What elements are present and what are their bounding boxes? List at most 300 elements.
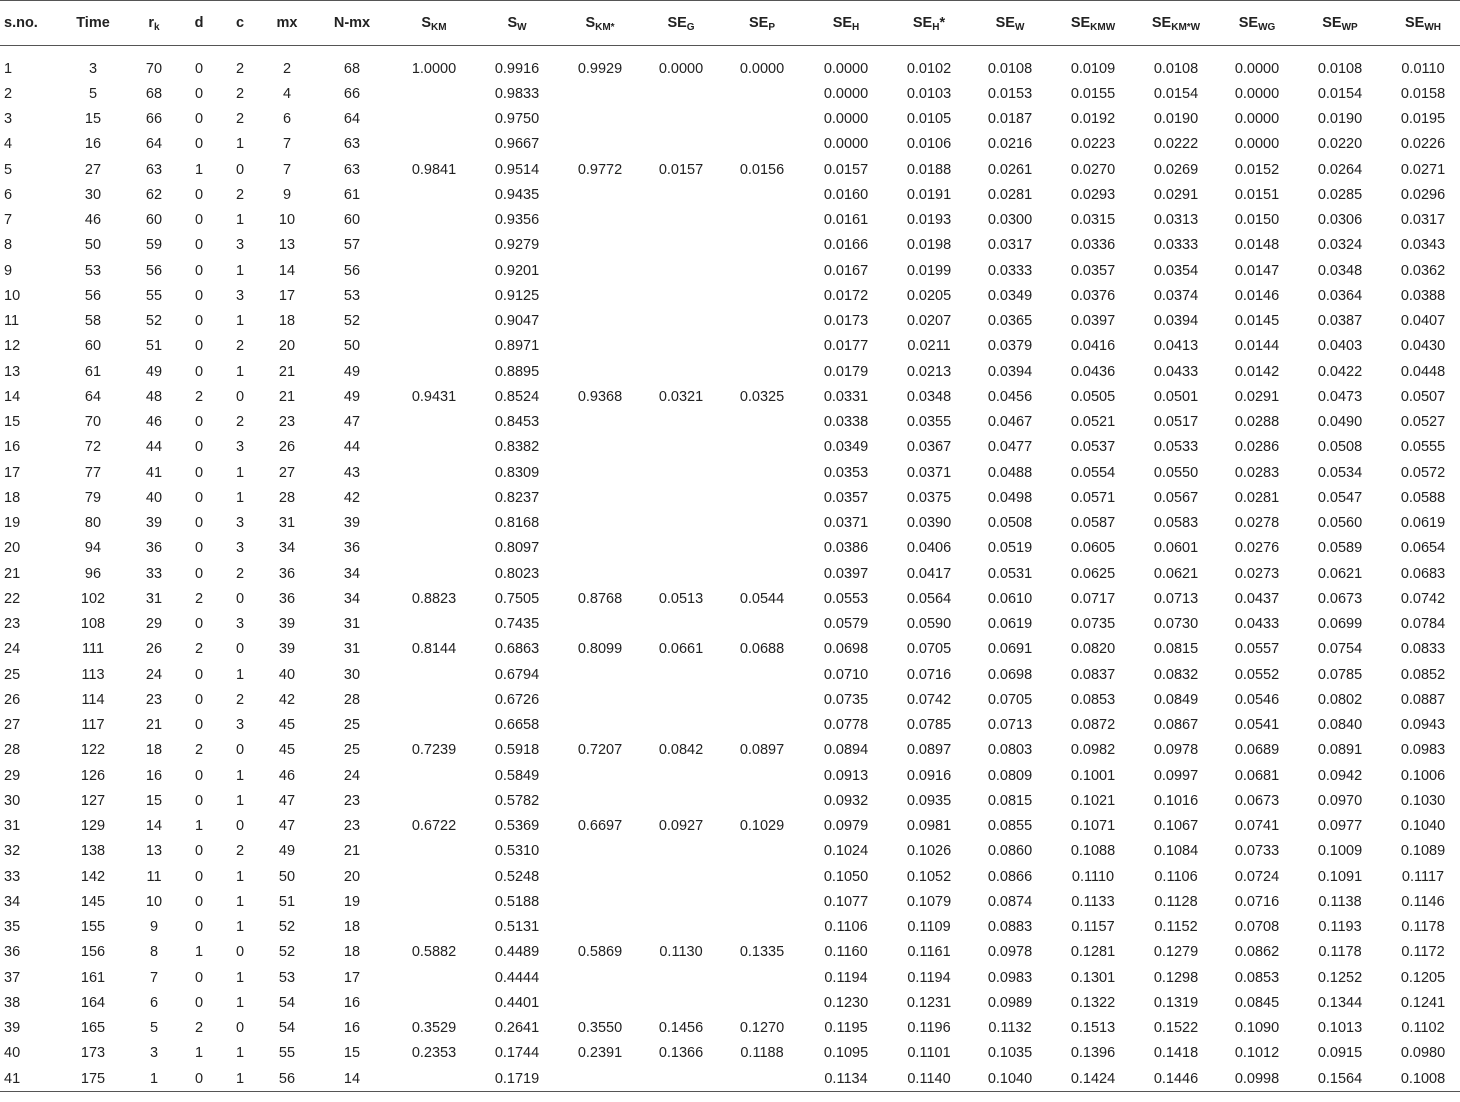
- table-cell: 3: [235, 616, 245, 633]
- header-subscript: W: [1014, 22, 1025, 33]
- table-cell: 0.1016: [1153, 792, 1199, 809]
- table-cell: 0.0820: [1070, 641, 1116, 658]
- table-cell: 52: [145, 313, 163, 330]
- table-cell: [720, 410, 804, 435]
- table-cell: [392, 81, 476, 106]
- table-cell: [642, 561, 720, 586]
- table-cell: 2: [235, 186, 245, 203]
- table-cell: 0.1322: [1070, 994, 1116, 1011]
- header-subscript: KM: [431, 22, 447, 33]
- table-cell: 13: [278, 237, 296, 254]
- table-cell: 2: [4, 85, 13, 102]
- table-cell: 37: [4, 969, 21, 986]
- table-cell: 0.0533: [1153, 439, 1199, 456]
- table-cell: 29: [4, 767, 21, 784]
- table-cell: [720, 915, 804, 940]
- table-cell: 0.5131: [494, 919, 540, 936]
- table-cell: [720, 1066, 804, 1092]
- table-cell: 0.0000: [1234, 85, 1280, 102]
- table-cell: 0: [194, 792, 204, 809]
- table-cell: [558, 915, 642, 940]
- table-cell: 9: [282, 186, 292, 203]
- table-cell: 0.1230: [823, 994, 869, 1011]
- table-cell: 0.9833: [494, 85, 540, 102]
- table-cell: 0.0313: [1153, 212, 1199, 229]
- table-cell: 39: [343, 515, 361, 532]
- table-cell: 0.0108: [1317, 60, 1363, 77]
- table-cell: 0.0590: [906, 616, 952, 633]
- table-row: [0, 359, 1460, 384]
- table-cell: 34: [343, 590, 361, 607]
- table-cell: 0.0897: [739, 742, 785, 759]
- table-cell: 0.0588: [1400, 489, 1446, 506]
- table-row: [0, 586, 1460, 611]
- table-cell: 0.0508: [1317, 439, 1363, 456]
- table-cell: 0.0978: [1153, 742, 1199, 759]
- table-cell: 49: [343, 363, 361, 380]
- table-cell: [720, 258, 804, 283]
- table-cell: [392, 713, 476, 738]
- table-cell: 7: [149, 969, 159, 986]
- table-cell: 64: [343, 111, 361, 128]
- table-cell: 0.0291: [1234, 388, 1280, 405]
- table-cell: 3: [235, 717, 245, 734]
- table-cell: 25: [343, 717, 361, 734]
- header-label: c: [235, 15, 245, 31]
- column-header: [1382, 1, 1460, 46]
- table-cell: 0.1456: [658, 1020, 704, 1037]
- table-cell: 40: [278, 666, 296, 683]
- table-row: [0, 157, 1460, 182]
- table-cell: [392, 359, 476, 384]
- table-cell: 0.0108: [1153, 60, 1199, 77]
- table-cell: 0.0261: [987, 161, 1033, 178]
- table-cell: 0.0293: [1070, 186, 1116, 203]
- table-cell: 0.0619: [987, 616, 1033, 633]
- table-cell: 0.0394: [987, 363, 1033, 380]
- table-cell: [720, 965, 804, 990]
- column-header: [128, 1, 180, 46]
- table-cell: [558, 132, 642, 157]
- table-cell: [642, 410, 720, 435]
- table-cell: 0.0000: [823, 111, 869, 128]
- table-cell: 46: [84, 212, 102, 229]
- table-cell: 0.0147: [1234, 262, 1280, 279]
- table-cell: [558, 536, 642, 561]
- table-cell: [392, 561, 476, 586]
- table-cell: [558, 965, 642, 990]
- table-cell: 0.0179: [823, 363, 869, 380]
- table-cell: [642, 536, 720, 561]
- table-cell: 0.0357: [823, 489, 869, 506]
- table-cell: 96: [84, 565, 102, 582]
- table-cell: 0.0942: [1317, 767, 1363, 784]
- table-cell: 0.9841: [411, 161, 457, 178]
- table-cell: 0.0673: [1317, 590, 1363, 607]
- table-cell: 0.0283: [1234, 464, 1280, 481]
- table-cell: 2: [235, 843, 245, 860]
- table-cell: 5: [88, 85, 98, 102]
- table-cell: 0.1095: [823, 1045, 869, 1062]
- table-cell: 0.1071: [1070, 818, 1116, 835]
- table-cell: 1: [235, 363, 245, 380]
- table-cell: 0.1132: [988, 1020, 1032, 1037]
- table-cell: 0.0716: [1234, 893, 1280, 910]
- table-row: [0, 258, 1460, 283]
- table-cell: 0: [194, 464, 204, 481]
- table-cell: 0.0190: [1317, 111, 1363, 128]
- table-cell: 0.5188: [494, 893, 540, 910]
- table-cell: 68: [343, 60, 361, 77]
- table-cell: 127: [80, 792, 106, 809]
- table-cell: 0.0416: [1070, 338, 1116, 355]
- header-label: S: [507, 15, 518, 31]
- column-header: [804, 1, 888, 46]
- table-cell: 0.0264: [1317, 161, 1363, 178]
- table-cell: 0.0336: [1070, 237, 1116, 254]
- table-cell: 0.0488: [987, 464, 1033, 481]
- table-cell: 0.1012: [1234, 1045, 1280, 1062]
- header-label: N-mx: [333, 15, 371, 31]
- table-cell: 0.0403: [1317, 338, 1363, 355]
- column-header: [1216, 1, 1298, 46]
- table-row: [0, 1041, 1460, 1066]
- table-cell: 0: [235, 641, 245, 658]
- table-cell: 0.0730: [1153, 616, 1199, 633]
- table-cell: 0.0374: [1153, 287, 1199, 304]
- table-cell: 0.0281: [1234, 489, 1280, 506]
- table-cell: 0: [235, 161, 245, 178]
- table-cell: [642, 485, 720, 510]
- header-suffix: *: [939, 15, 946, 31]
- table-cell: 0.0354: [1153, 262, 1199, 279]
- table-cell: [558, 485, 642, 510]
- table-cell: [642, 687, 720, 712]
- table-cell: 0.1040: [970, 1066, 1050, 1092]
- table-cell: 0.0887: [1400, 691, 1446, 708]
- table-cell: 0.1101: [907, 1045, 951, 1062]
- header-label: SE: [1238, 15, 1259, 31]
- table-cell: 13: [145, 843, 163, 860]
- table-cell: 1: [194, 1045, 204, 1062]
- table-cell: 0.0387: [1317, 313, 1363, 330]
- table-cell: [558, 107, 642, 132]
- table-cell: 79: [84, 489, 102, 506]
- table-cell: 30: [4, 792, 21, 809]
- table-cell: 46: [145, 414, 163, 431]
- table-cell: 12: [4, 338, 21, 355]
- table-cell: 0.0710: [823, 666, 869, 683]
- table-cell: 0.0417: [906, 565, 952, 582]
- table-cell: 0: [194, 489, 204, 506]
- table-cell: 0.0621: [1317, 565, 1363, 582]
- table-cell: 9: [4, 262, 13, 279]
- table-cell: 1: [194, 818, 204, 835]
- table-cell: 145: [80, 893, 106, 910]
- table-cell: 0.0840: [1317, 717, 1363, 734]
- table-cell: 0.1106: [824, 919, 868, 936]
- table-cell: 0.1006: [1400, 767, 1446, 784]
- table-cell: 0.1194: [824, 969, 868, 986]
- table-cell: 0.1009: [1317, 843, 1363, 860]
- table-cell: 0.2391: [577, 1045, 623, 1062]
- table-cell: 0.0000: [1234, 60, 1280, 77]
- table-cell: 0.0338: [823, 414, 869, 431]
- table-cell: 54: [278, 994, 296, 1011]
- table-cell: 0.3529: [411, 1020, 457, 1037]
- table-cell: 0.0717: [1070, 590, 1116, 607]
- table-cell: 0.0477: [987, 439, 1033, 456]
- table-cell: 0.0333: [1153, 237, 1199, 254]
- header-subscript: WG: [1258, 22, 1276, 33]
- table-cell: 0.8237: [494, 489, 540, 506]
- table-cell: 0: [194, 313, 204, 330]
- table-cell: 0.0735: [823, 691, 869, 708]
- table-row: [0, 435, 1460, 460]
- table-cell: 0.0286: [1234, 439, 1280, 456]
- table-cell: [558, 889, 642, 914]
- table-cell: 0.1152: [1154, 919, 1198, 936]
- table-cell: [558, 283, 642, 308]
- table-cell: 0.0379: [987, 338, 1033, 355]
- table-cell: 0: [194, 717, 204, 734]
- table-cell: 126: [80, 767, 106, 784]
- table-row: [0, 511, 1460, 536]
- table-cell: 1: [235, 136, 245, 153]
- table-cell: [720, 485, 804, 510]
- table-cell: 0.1091: [1317, 868, 1363, 885]
- table-cell: 0.0397: [823, 565, 869, 582]
- table-cell: 11: [4, 313, 20, 330]
- table-cell: 8: [4, 237, 13, 254]
- header-subscript: P: [768, 22, 775, 33]
- table-cell: 0.0785: [1317, 666, 1363, 683]
- table-cell: 16: [343, 1020, 361, 1037]
- table-cell: 61: [343, 186, 361, 203]
- table-cell: 55: [278, 1045, 296, 1062]
- column-header: [0, 1, 58, 46]
- table-row: [0, 1016, 1460, 1041]
- table-cell: [392, 233, 476, 258]
- table-cell: 0.0154: [1317, 85, 1363, 102]
- table-cell: 0.1128: [1154, 893, 1198, 910]
- table-cell: 0.0436: [1070, 363, 1116, 380]
- table-cell: 0.0705: [987, 691, 1033, 708]
- table-cell: [642, 511, 720, 536]
- table-row: [0, 384, 1460, 409]
- table-cell: 0.1194: [907, 969, 951, 986]
- table-cell: 0.1205: [1400, 969, 1446, 986]
- table-cell: 56: [343, 262, 361, 279]
- table-cell: 1: [235, 262, 245, 279]
- table-cell: 51: [145, 338, 163, 355]
- table-cell: 27: [278, 464, 296, 481]
- table-cell: 0.9279: [494, 237, 540, 254]
- table-cell: 0.1241: [1400, 994, 1446, 1011]
- table-cell: 94: [84, 540, 102, 557]
- table-cell: [392, 687, 476, 712]
- table-cell: 0.8309: [494, 464, 540, 481]
- table-cell: 0.0803: [987, 742, 1033, 759]
- table-cell: 0.0507: [1400, 388, 1446, 405]
- table-cell: 0.0997: [1153, 767, 1199, 784]
- table-cell: 0.0167: [823, 262, 869, 279]
- table-cell: 0.1193: [1318, 919, 1362, 936]
- table-cell: 14: [312, 1066, 392, 1092]
- table-cell: 0.1040: [1400, 818, 1446, 835]
- table-cell: 36: [278, 565, 296, 582]
- table-row: [0, 788, 1460, 813]
- spacer-row: [0, 46, 1460, 57]
- table-cell: 68: [145, 85, 163, 102]
- table-cell: 20: [278, 338, 296, 355]
- table-cell: [642, 258, 720, 283]
- table-cell: [558, 233, 642, 258]
- table-cell: 5: [4, 161, 13, 178]
- table-cell: 0.0160: [823, 186, 869, 203]
- table-cell: 0.0982: [1070, 742, 1116, 759]
- table-cell: 64: [145, 136, 163, 153]
- table-cell: 0.0362: [1400, 262, 1446, 279]
- table-cell: 0.0754: [1317, 641, 1363, 658]
- table-cell: 56: [145, 262, 163, 279]
- table-cell: 7: [4, 212, 13, 229]
- table-cell: 0.0705: [906, 641, 952, 658]
- table-cell: 0.0315: [1070, 212, 1116, 229]
- table-cell: 0.0270: [1070, 161, 1116, 178]
- table-cell: 0.0211: [907, 338, 951, 355]
- table-cell: [720, 990, 804, 1015]
- table-cell: 0.1424: [1050, 1066, 1136, 1092]
- table-cell: 0.1021: [1070, 792, 1116, 809]
- table-cell: 0.5369: [494, 818, 540, 835]
- table-cell: 0.0145: [1234, 313, 1280, 330]
- table-cell: [558, 359, 642, 384]
- table-cell: 0.0815: [987, 792, 1033, 809]
- table-cell: 35: [4, 919, 21, 936]
- table-cell: 0.0845: [1234, 994, 1280, 1011]
- header-label: mx: [276, 15, 298, 31]
- table-cell: 0.0521: [1070, 414, 1116, 431]
- table-cell: 0.0156: [739, 161, 785, 178]
- header-label: d: [194, 15, 204, 31]
- table-cell: 0.0353: [823, 464, 869, 481]
- table-cell: 0.0708: [1234, 919, 1280, 936]
- table-cell: [720, 233, 804, 258]
- table-cell: 0.0103: [906, 85, 952, 102]
- table-cell: 0.0222: [1153, 136, 1199, 153]
- table-cell: 0: [194, 616, 204, 633]
- column-header: [1298, 1, 1382, 46]
- table-cell: [392, 283, 476, 308]
- table-cell: 0.0276: [1234, 540, 1280, 557]
- table-cell: 21: [278, 363, 296, 380]
- table-cell: 60: [145, 212, 163, 229]
- table-cell: 0.0883: [987, 919, 1033, 936]
- table-row: [0, 1066, 1460, 1092]
- table-cell: 0.0866: [987, 868, 1033, 885]
- table-cell: 0.0355: [906, 414, 952, 431]
- table-cell: 0.0979: [823, 818, 869, 835]
- table-cell: 0.0855: [987, 818, 1033, 835]
- table-cell: [642, 713, 720, 738]
- table-cell: 0.0148: [1234, 237, 1280, 254]
- table-cell: 0.0407: [1400, 313, 1446, 330]
- table-cell: [558, 208, 642, 233]
- table-row: [0, 485, 1460, 510]
- table-cell: 0.0300: [987, 212, 1033, 229]
- table-cell: 0.0691: [987, 641, 1033, 658]
- table-cell: 0.0422: [1317, 363, 1363, 380]
- table-cell: 0.8099: [577, 641, 623, 658]
- table-cell: 70: [84, 414, 102, 431]
- table-cell: 39: [278, 616, 296, 633]
- table-cell: 0.0554: [1070, 464, 1116, 481]
- table-cell: 77: [84, 464, 102, 481]
- header-subscript: WP: [1341, 22, 1358, 33]
- table-cell: 0.9368: [577, 388, 623, 405]
- table-cell: [642, 132, 720, 157]
- table-cell: 15: [4, 414, 21, 431]
- column-header: [476, 1, 558, 46]
- table-cell: [558, 258, 642, 283]
- table-cell: 0.7435: [494, 616, 540, 633]
- table-cell: 2: [235, 111, 245, 128]
- table-cell: [392, 990, 476, 1015]
- table-cell: 0.8168: [494, 515, 540, 532]
- table-cell: 17: [4, 464, 21, 481]
- table-cell: 36: [145, 540, 163, 557]
- table-cell: 7: [282, 161, 292, 178]
- table-cell: 19: [343, 893, 361, 910]
- table-cell: [642, 208, 720, 233]
- table-cell: 0.1719: [476, 1066, 558, 1092]
- table-cell: 0.9929: [577, 60, 623, 77]
- table-cell: 0.0108: [987, 60, 1033, 77]
- table-cell: 0.0367: [906, 439, 952, 456]
- table-row: [0, 738, 1460, 763]
- table-cell: 34: [278, 540, 296, 557]
- header-label: SE: [1151, 15, 1172, 31]
- table-cell: 6: [282, 111, 292, 128]
- table-cell: 0.0155: [1070, 85, 1116, 102]
- table-cell: 155: [80, 919, 106, 936]
- table-cell: 50: [278, 868, 296, 885]
- table-cell: 0.0173: [823, 313, 869, 330]
- table-cell: 0.0564: [906, 590, 952, 607]
- table-cell: 0.1089: [1400, 843, 1446, 860]
- table-row: [0, 56, 1460, 81]
- table-cell: 0.1050: [823, 868, 869, 885]
- table-cell: [392, 864, 476, 889]
- table-cell: [392, 965, 476, 990]
- table-cell: 49: [343, 388, 361, 405]
- table-cell: 0.0102: [906, 60, 952, 77]
- table-cell: [392, 107, 476, 132]
- table-cell: 28: [4, 742, 21, 759]
- table-cell: 8: [149, 944, 159, 961]
- table-cell: 0.0519: [987, 540, 1033, 557]
- table-cell: 0.0555: [1400, 439, 1446, 456]
- table-cell: 0.0106: [906, 136, 952, 153]
- table-cell: 22: [4, 590, 21, 607]
- table-cell: 0: [235, 1020, 245, 1037]
- table-cell: 0.0534: [1317, 464, 1363, 481]
- table-cell: 0.0654: [1400, 540, 1446, 557]
- table-cell: 0.9201: [494, 262, 540, 279]
- table-cell: 0.0621: [1153, 565, 1199, 582]
- table-cell: 0.0553: [823, 590, 869, 607]
